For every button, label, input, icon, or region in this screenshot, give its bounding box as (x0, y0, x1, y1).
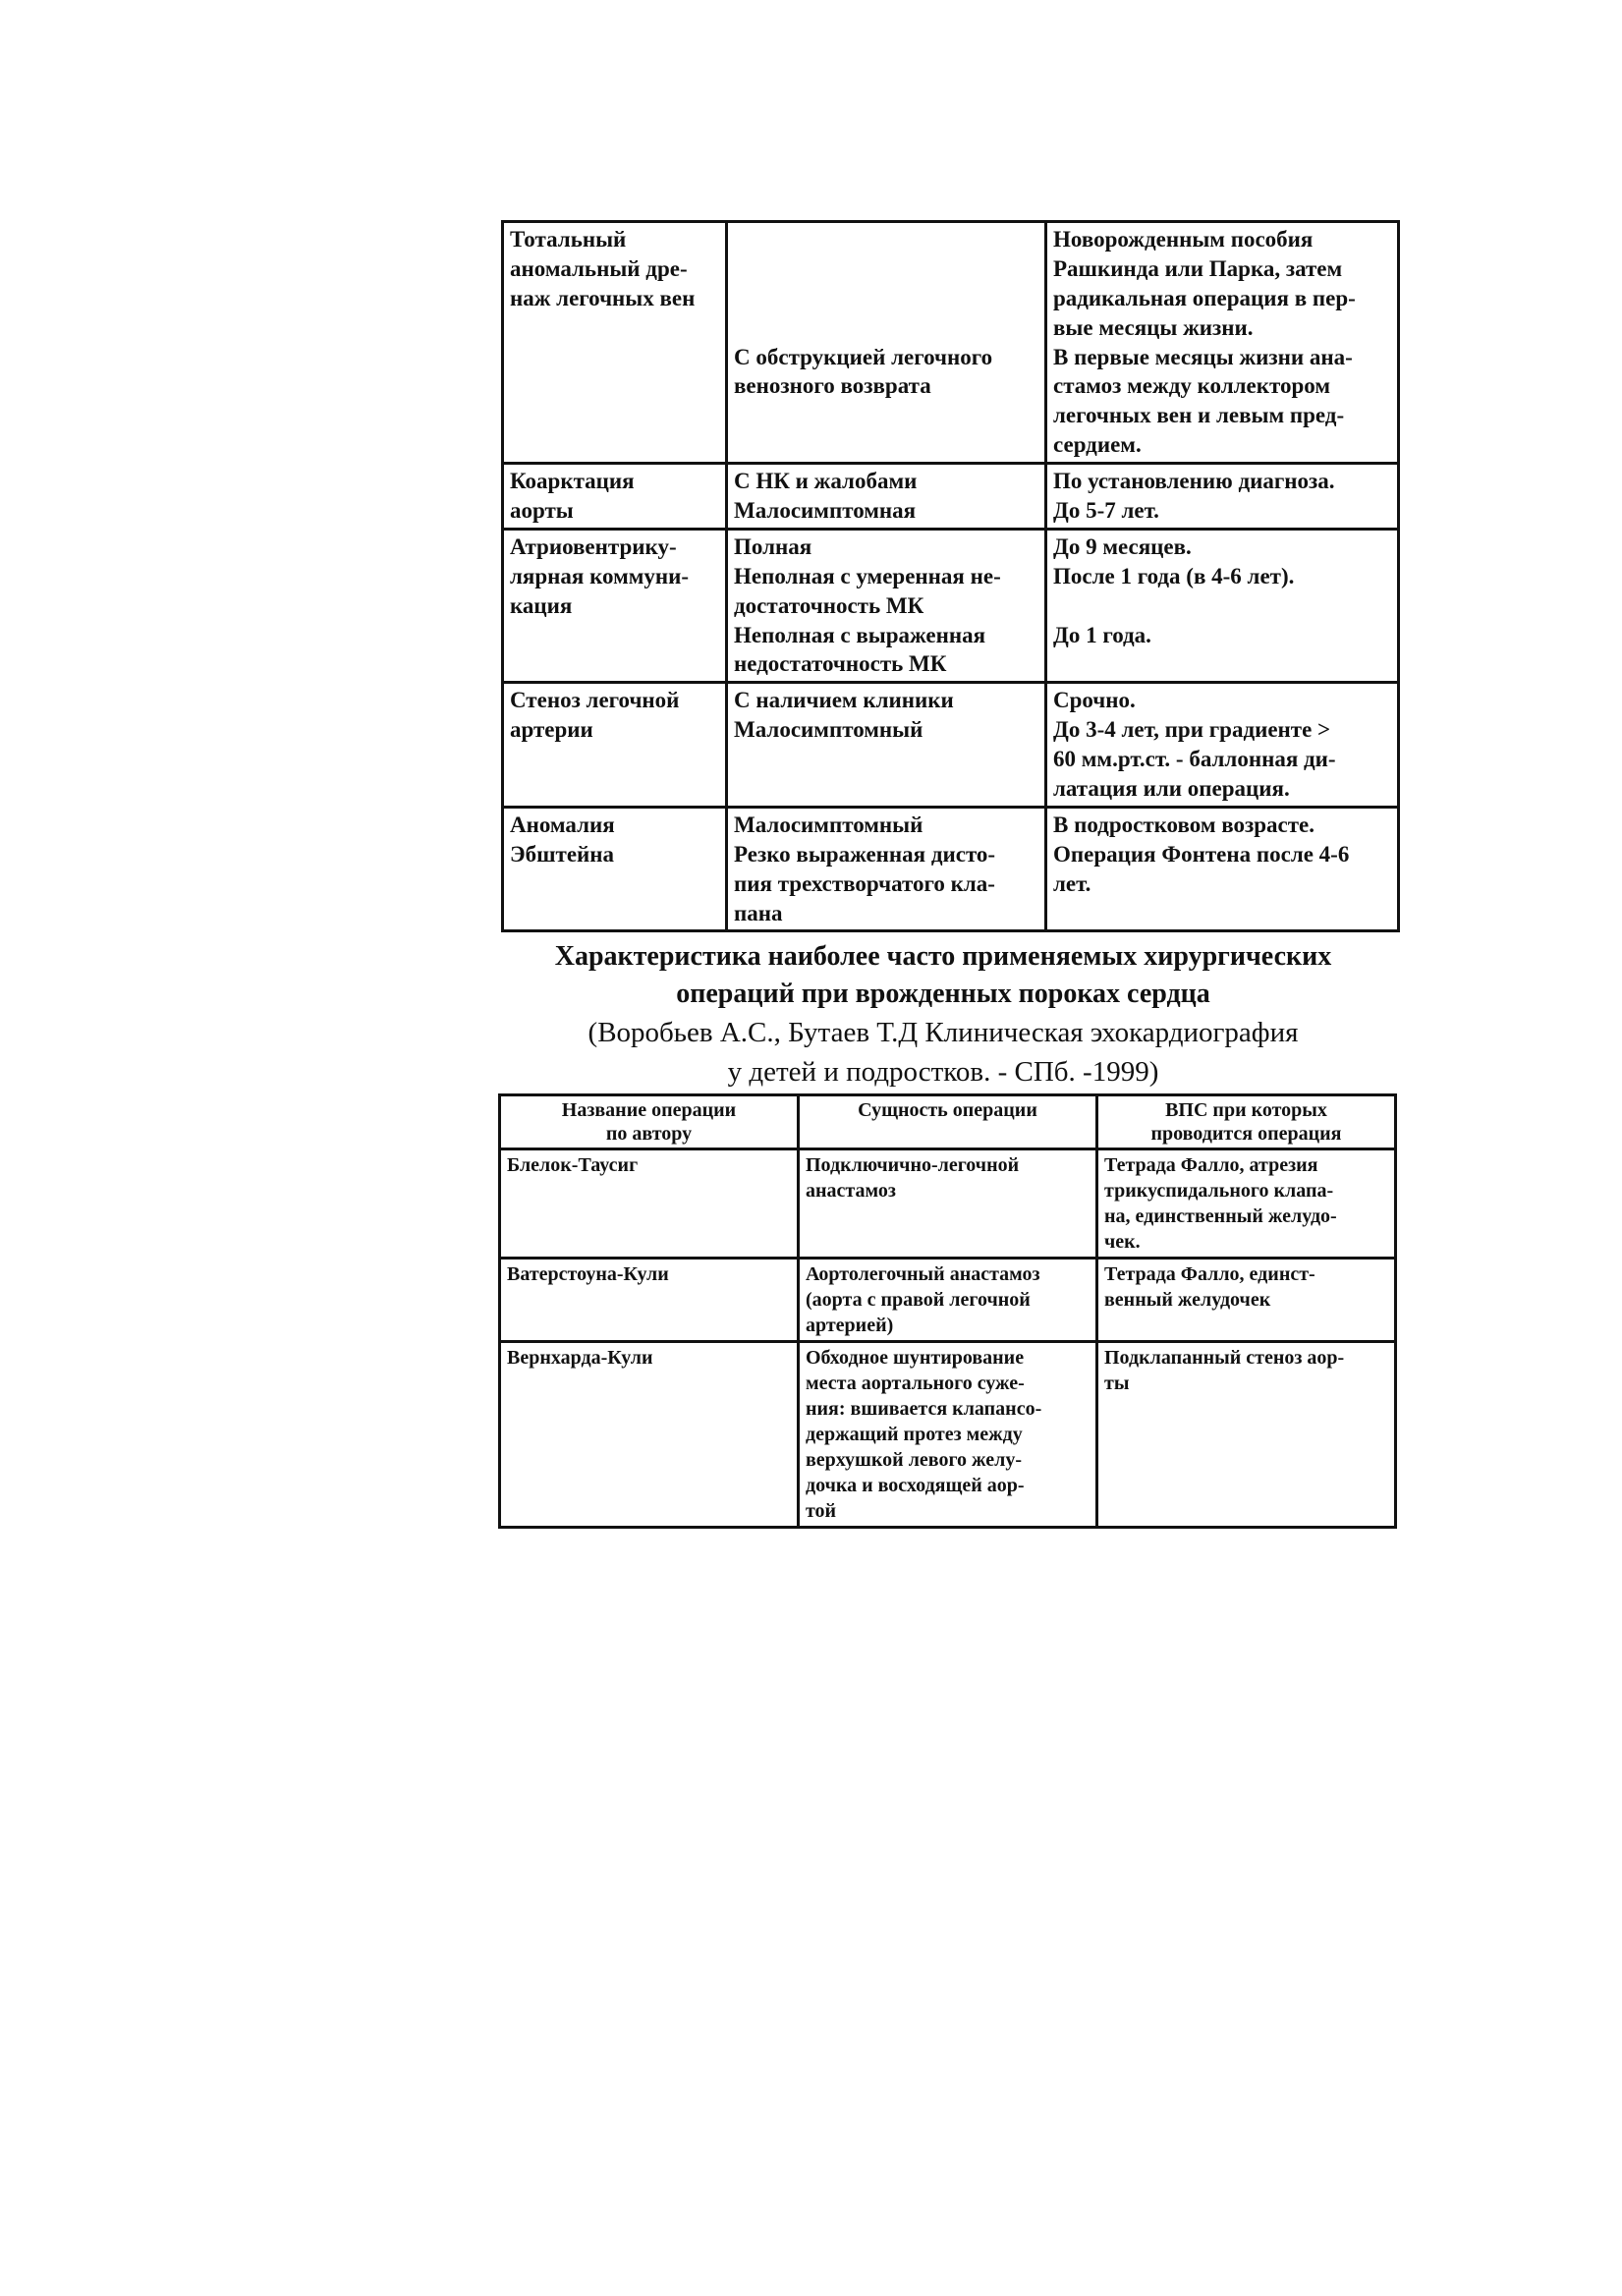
operation-defects-cell (1097, 1259, 1396, 1342)
type-cell-line: С НК и жалобами (734, 469, 918, 494)
operations-table-head (500, 1095, 1396, 1149)
type-cell (727, 222, 1046, 464)
column-header-line: ВПС при которых (1165, 1099, 1327, 1121)
type-cell-line: пия трехстворчатого кла- (734, 870, 995, 896)
heading-source-line-1: (Воробьев А.С., Бутаев Т.Д Клиническая эхокардиография (587, 1016, 1299, 1048)
defect-cell (503, 464, 727, 530)
operation-defects-cell-line: Тетрада Фалло, атрезия (1104, 1154, 1318, 1176)
timing-cell (1046, 464, 1399, 530)
timing-cell-line: До 3-4 лет, при градиенте > (1053, 717, 1331, 743)
operation-essence-cell-line: анастамоз (806, 1180, 896, 1202)
type-cell-line: С обструкцией легочного (734, 344, 993, 369)
timing-cell-line: латация или операция. (1053, 776, 1290, 802)
type-cell-line: Малосимптомная (734, 498, 917, 524)
operation-defects-cell (1097, 1342, 1396, 1528)
heading-title-line-1: Характеристика наиболее часто применяемых хирургических (554, 941, 1332, 972)
table-row (503, 807, 1399, 931)
surgery-timing-table (501, 220, 1400, 932)
operation-essence-cell-line: верхушкой левого желу- (806, 1449, 1023, 1471)
operation-defects-cell-line: чек. (1104, 1231, 1141, 1253)
table-row (503, 464, 1399, 530)
operation-name-cell-line: Ватерстоуна-Кули (507, 1263, 669, 1285)
defect-cell-line: наж легочных вен (510, 285, 696, 310)
timing-cell-line: По установлению диагноза. (1053, 469, 1335, 494)
type-cell-line: венозного возврата (734, 373, 931, 399)
operation-essence-cell-line: (аорта с правой легочной (806, 1289, 1031, 1311)
column-header-line: проводится операция (1150, 1123, 1342, 1145)
operation-essence-cell-line: дочка и восходящей аор- (806, 1475, 1025, 1496)
defect-cell-line: Аномалия (510, 812, 615, 837)
defect-cell (503, 683, 727, 808)
type-cell (727, 464, 1046, 530)
defect-cell (503, 222, 727, 464)
defect-cell-line: Тотальный (510, 227, 627, 252)
table-row (503, 529, 1399, 682)
section-heading (422, 938, 1464, 1092)
timing-cell (1046, 683, 1399, 808)
column-header-line: по автору (605, 1123, 693, 1145)
timing-cell-line: После 1 года (в 4-6 лет). (1053, 563, 1295, 588)
defect-cell-line: кация (510, 592, 573, 618)
timing-cell (1046, 807, 1399, 931)
defect-cell-line: аорты (510, 498, 574, 524)
type-cell-line: недостаточность МК (734, 651, 947, 677)
operation-defects-cell-line: трикуспидального клапа- (1104, 1180, 1334, 1202)
operation-defects-cell-line: венный желудочек (1104, 1289, 1271, 1311)
column-header (1097, 1095, 1396, 1149)
type-cell-line: С наличием клиники (734, 688, 954, 713)
column-header (799, 1095, 1097, 1149)
timing-cell-line: В первые месяцы жизни ана- (1053, 344, 1353, 369)
heading-source-line-2: у детей и подростков. - СПб. -1999) (727, 1056, 1159, 1089)
type-cell-line: Резко выраженная дисто- (734, 841, 996, 867)
operation-name-cell (500, 1259, 799, 1342)
table-row (503, 683, 1399, 808)
type-cell (727, 807, 1046, 931)
surgery-timing-table-body (503, 222, 1399, 931)
timing-cell (1046, 529, 1399, 682)
defect-cell-line: Стеноз легочной (510, 688, 680, 713)
column-header-line: Сущность операции (858, 1099, 1037, 1121)
operation-defects-cell-line: Тетрада Фалло, единст- (1104, 1263, 1315, 1285)
operation-essence-cell (799, 1149, 1097, 1259)
timing-cell-line: Операция Фонтена после 4-6 (1053, 841, 1350, 867)
type-cell (727, 683, 1046, 808)
timing-cell-line: вые месяцы жизни. (1053, 314, 1254, 340)
defect-cell-line: Эбштейна (510, 841, 615, 867)
defect-cell-line: Коарктация (510, 469, 635, 494)
column-header-line: Название операции (561, 1099, 737, 1121)
defect-cell-line: Атриовентрику- (510, 533, 677, 559)
operation-name-cell-line: Блелок-Таусиг (507, 1154, 639, 1176)
timing-cell-line: легочных вен и левым пред- (1053, 403, 1345, 428)
column-header (500, 1095, 799, 1149)
timing-cell-line: сердием. (1053, 432, 1142, 458)
operation-essence-cell-line: той (806, 1500, 837, 1522)
operation-essence-cell-line: держащий протез между (806, 1424, 1023, 1445)
operation-essence-cell-line: Подключично-легочной (806, 1154, 1020, 1176)
operation-essence-cell-line: места аортального суже- (806, 1372, 1025, 1394)
operation-defects-cell-line: ты (1104, 1372, 1130, 1394)
timing-cell-line: лет. (1053, 870, 1091, 896)
table-row (503, 222, 1399, 464)
operation-essence-cell (799, 1342, 1097, 1528)
type-cell-line: Малосимптомный (734, 717, 923, 743)
table-row (500, 1149, 1396, 1259)
timing-cell-line: радикальная операция в пер- (1053, 285, 1356, 310)
operation-name-cell (500, 1342, 799, 1528)
operation-essence-cell-line: артерией) (806, 1315, 894, 1336)
type-cell-line: Малосимптомный (734, 812, 923, 837)
table-row (500, 1342, 1396, 1528)
type-cell-line (734, 284, 1038, 313)
operation-name-cell (500, 1149, 799, 1259)
operations-table-body (500, 1149, 1396, 1528)
type-cell-line: Полная (734, 533, 812, 559)
timing-cell-line: До 5-7 лет. (1053, 498, 1159, 524)
operations-table-header-row (500, 1095, 1396, 1149)
defect-cell (503, 807, 727, 931)
table-row (500, 1259, 1396, 1342)
defect-cell (503, 529, 727, 682)
type-cell-line (734, 254, 1038, 284)
operation-name-cell-line: Вернхарда-Кули (507, 1347, 653, 1369)
type-cell-line: Неполная с выраженная (734, 622, 986, 647)
operation-defects-cell-line: на, единственный желудо- (1104, 1205, 1337, 1227)
type-cell-line: пана (734, 900, 783, 925)
defect-cell-line: аномальный дре- (510, 255, 688, 281)
operations-table (498, 1093, 1397, 1529)
timing-cell-line: Новорожденным пособия (1053, 227, 1314, 252)
timing-cell-line: До 1 года. (1053, 622, 1151, 647)
timing-cell-line: Рашкинда или Парка, затем (1053, 255, 1343, 281)
heading-title-line-2: операций при врожденных пороках сердца (676, 978, 1210, 1009)
timing-cell (1046, 222, 1399, 464)
type-cell-line (734, 313, 1038, 343)
operation-essence-cell-line: ния: вшивается клапансо- (806, 1398, 1042, 1420)
operation-defects-cell-line: Подклапанный стеноз аор- (1104, 1347, 1345, 1369)
operation-defects-cell (1097, 1149, 1396, 1259)
type-cell-line: Неполная с умеренная не- (734, 563, 1001, 588)
operation-essence-cell-line: Аортолегочный анастамоз (806, 1263, 1040, 1285)
operation-essence-cell-line: Обходное шунтирование (806, 1347, 1025, 1369)
timing-cell-line: 60 мм.рт.ст. - баллонная ди- (1053, 747, 1336, 772)
operation-essence-cell (799, 1259, 1097, 1342)
timing-cell-line: Срочно. (1053, 688, 1136, 713)
type-cell-line: достаточность МК (734, 592, 924, 618)
timing-cell-line: В подростковом возрасте. (1053, 812, 1314, 837)
defect-cell-line: лярная коммуни- (510, 563, 690, 588)
defect-cell-line: артерии (510, 717, 593, 743)
timing-cell-line: До 9 месяцев. (1053, 533, 1192, 559)
timing-cell-line (1053, 591, 1391, 621)
type-cell-line (734, 225, 1038, 254)
type-cell (727, 529, 1046, 682)
timing-cell-line: стамоз между коллектором (1053, 373, 1331, 399)
